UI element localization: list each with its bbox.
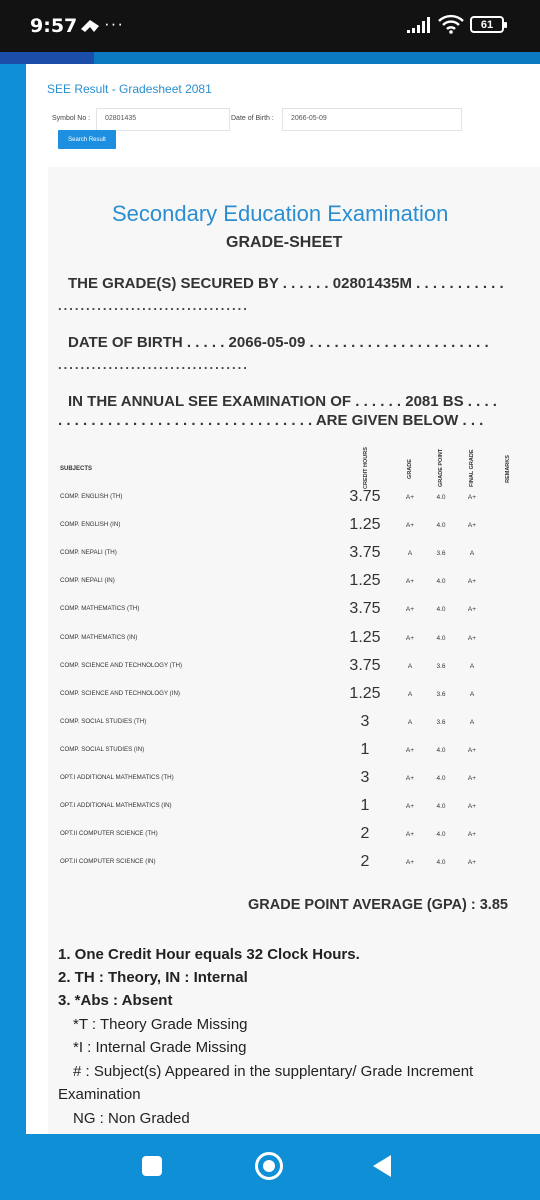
search-result-button[interactable]: Search Result: [58, 130, 116, 149]
symbol-label: Symbol No :: [52, 115, 91, 122]
credit-hours: 1.25: [349, 628, 381, 646]
note-internal-missing: *I : Internal Grade Missing: [73, 1039, 247, 1056]
note-supplementary: # : Subject(s) Appeared in the supplentary/ Grade Increment: [73, 1063, 474, 1080]
grade: A+: [405, 859, 415, 867]
grade: A: [407, 550, 413, 558]
page-content: [26, 64, 540, 1134]
grade-point: 4.0: [436, 831, 446, 839]
symbol-number-input[interactable]: 02801435: [96, 108, 230, 131]
grade-point: 3.6: [436, 690, 446, 698]
exam-line-cont: . . . . . . . . . . . . . . . . . . . . . . . . . . . . . . . ARE GIVEN BELOW . . .: [58, 412, 484, 429]
subjects-header: SUBJECTS: [60, 466, 93, 472]
table-row: [48, 736, 540, 764]
date-of-birth-input[interactable]: 2066-05-09: [282, 108, 462, 131]
app-top-strip: [0, 52, 540, 64]
table-row: [48, 511, 540, 539]
note-2: 2. TH : Theory, IN : Internal: [58, 969, 248, 986]
credit-hours: 2: [360, 853, 370, 871]
credit-hours: 3.75: [349, 656, 381, 674]
grade-point: 4.0: [436, 775, 446, 782]
final-grade-header: FINAL GRADE: [469, 449, 475, 487]
table-row: [48, 792, 540, 820]
table-row: [48, 483, 540, 511]
secured-by-line-cont: ..................................: [58, 298, 249, 313]
recent-apps-button[interactable]: [142, 1156, 162, 1176]
final-grade: A+: [467, 634, 477, 642]
subject-name: COMP. NEPALI (TH): [60, 549, 117, 557]
subject-name: COMP. SCIENCE AND TECHNOLOGY (TH): [60, 661, 183, 669]
grade: A+: [405, 494, 415, 501]
grade-sheet: [48, 167, 540, 1134]
note-3: 3. *Abs : Absent: [58, 992, 173, 1009]
final-grade: A+: [467, 578, 477, 586]
final-grade: A+: [467, 859, 477, 867]
grade-point: 4.0: [436, 606, 446, 614]
table-row: [48, 708, 540, 736]
subject-name: COMP. ENGLISH (IN): [60, 521, 121, 529]
grade-point: 4.0: [436, 634, 446, 642]
dob-line-cont: ..................................: [58, 357, 249, 372]
battery-icon: [470, 16, 504, 33]
subject-name: OPT.II COMPUTER SCIENCE (TH): [60, 830, 158, 838]
home-button[interactable]: [255, 1152, 283, 1180]
exam-title: Secondary Education Examination: [112, 201, 449, 226]
grade: A: [407, 718, 413, 726]
table-row: [48, 595, 540, 623]
final-grade: A: [469, 550, 475, 558]
subject-name: COMP. SOCIAL STUDIES (TH): [60, 717, 147, 725]
subject-name: OPT.I ADDITIONAL MATHEMATICS (IN): [60, 802, 172, 810]
grade-point: 4.0: [436, 578, 446, 586]
credit-hours: 3: [360, 769, 370, 786]
grade-point: 4.0: [436, 746, 446, 754]
subject-name: COMP. MATHEMATICS (IN): [60, 633, 138, 641]
table-row: [48, 624, 540, 652]
credit-hours: 2: [360, 825, 370, 843]
credit-hours: 1.25: [349, 572, 381, 590]
grade-point: 3.6: [436, 550, 446, 558]
page-title: SEE Result - Gradesheet 2081: [47, 82, 212, 96]
table-row: [48, 848, 540, 876]
dob-line: DATE OF BIRTH . . . . . 2066-05-09 . . . . . . . . . . . . . . . . . . . . . .: [68, 334, 489, 351]
grade-point: 4.0: [436, 522, 446, 530]
dob-label: Date of Birth :: [231, 115, 274, 122]
note-examination: Examination: [58, 1086, 141, 1103]
grade-header: GRADE: [407, 459, 413, 479]
grade: A+: [405, 831, 415, 839]
grade: A+: [405, 522, 415, 530]
table-row: [48, 652, 540, 680]
credit-hours: 3.75: [349, 544, 381, 562]
grade: A+: [405, 775, 415, 782]
gpa-value: GRADE POINT AVERAGE (GPA) : 3.85: [248, 897, 508, 913]
credit-hours: 1: [360, 797, 370, 815]
table-row: [48, 680, 540, 708]
grade: A+: [405, 634, 415, 642]
more-notifications-icon: ···: [104, 14, 124, 33]
table-row: [48, 539, 540, 567]
final-grade: A: [469, 690, 475, 698]
final-grade: A+: [467, 494, 477, 501]
status-bar: [0, 0, 540, 52]
final-grade: A+: [467, 775, 477, 782]
subject-name: COMP. MATHEMATICS (TH): [60, 605, 140, 613]
remarks-header: REMARKS: [505, 455, 511, 483]
grade: A: [407, 662, 413, 670]
subject-name: OPT.II COMPUTER SCIENCE (IN): [60, 858, 156, 866]
battery-level: 61: [480, 18, 494, 31]
table-row: [48, 820, 540, 848]
grade: A+: [405, 578, 415, 586]
note-non-graded: NG : Non Graded: [73, 1110, 190, 1127]
final-grade: A: [469, 718, 475, 726]
subject-name: COMP. NEPALI (IN): [60, 577, 115, 585]
final-grade: A+: [467, 522, 477, 530]
navigation-arrow-icon: [80, 18, 100, 34]
wifi-icon: [437, 14, 465, 34]
note-theory-missing: *T : Theory Grade Missing: [73, 1016, 248, 1033]
signal-icon: [407, 17, 433, 33]
final-grade: A+: [467, 803, 477, 811]
final-grade: A+: [467, 746, 477, 754]
credit-hours: 1: [360, 740, 370, 758]
system-nav-bar: [0, 1134, 540, 1200]
grade: A+: [405, 606, 415, 614]
grade-point: 4.0: [436, 494, 446, 501]
credit-hours: 3: [360, 712, 370, 730]
table-row: [48, 764, 540, 792]
grade-point-header: GRADE POINT: [438, 448, 444, 487]
grade-point: 4.0: [436, 803, 446, 811]
secured-by-line: THE GRADE(S) SECURED BY . . . . . . 02801435M . . . . . . . . . . .: [68, 275, 504, 292]
credit-hours: 1.25: [349, 516, 381, 534]
final-grade: A+: [467, 831, 477, 839]
back-button[interactable]: [373, 1155, 391, 1177]
note-1: 1. One Credit Hour equals 32 Clock Hours.: [58, 946, 360, 963]
grade-point: 4.0: [436, 859, 446, 867]
subject-name: COMP. SCIENCE AND TECHNOLOGY (IN): [60, 689, 180, 697]
credit-hours: 1.25: [349, 684, 381, 702]
subject-name: OPT.I ADDITIONAL MATHEMATICS (TH): [60, 774, 174, 781]
grade-point: 3.6: [436, 718, 446, 726]
grade-point: 3.6: [436, 662, 446, 670]
credit-hours: 3.75: [349, 600, 381, 618]
grade: A+: [405, 803, 415, 811]
credit-hours: 3.75: [349, 488, 381, 505]
table-row: [48, 567, 540, 595]
grade: A+: [405, 746, 415, 754]
final-grade: A: [469, 662, 475, 670]
subject-name: COMP. SOCIAL STUDIES (IN): [60, 745, 145, 753]
status-time: 9:57: [30, 15, 78, 37]
grade: A: [407, 690, 413, 698]
credit-hours-header: CREDIT HOURS: [363, 447, 369, 489]
subject-name: COMP. ENGLISH (TH): [60, 493, 123, 500]
grade-sheet-heading: GRADE-SHEET: [226, 234, 343, 251]
final-grade: A+: [467, 606, 477, 614]
exam-line: IN THE ANNUAL SEE EXAMINATION OF . . . . . . 2081 BS . . . .: [68, 393, 497, 410]
